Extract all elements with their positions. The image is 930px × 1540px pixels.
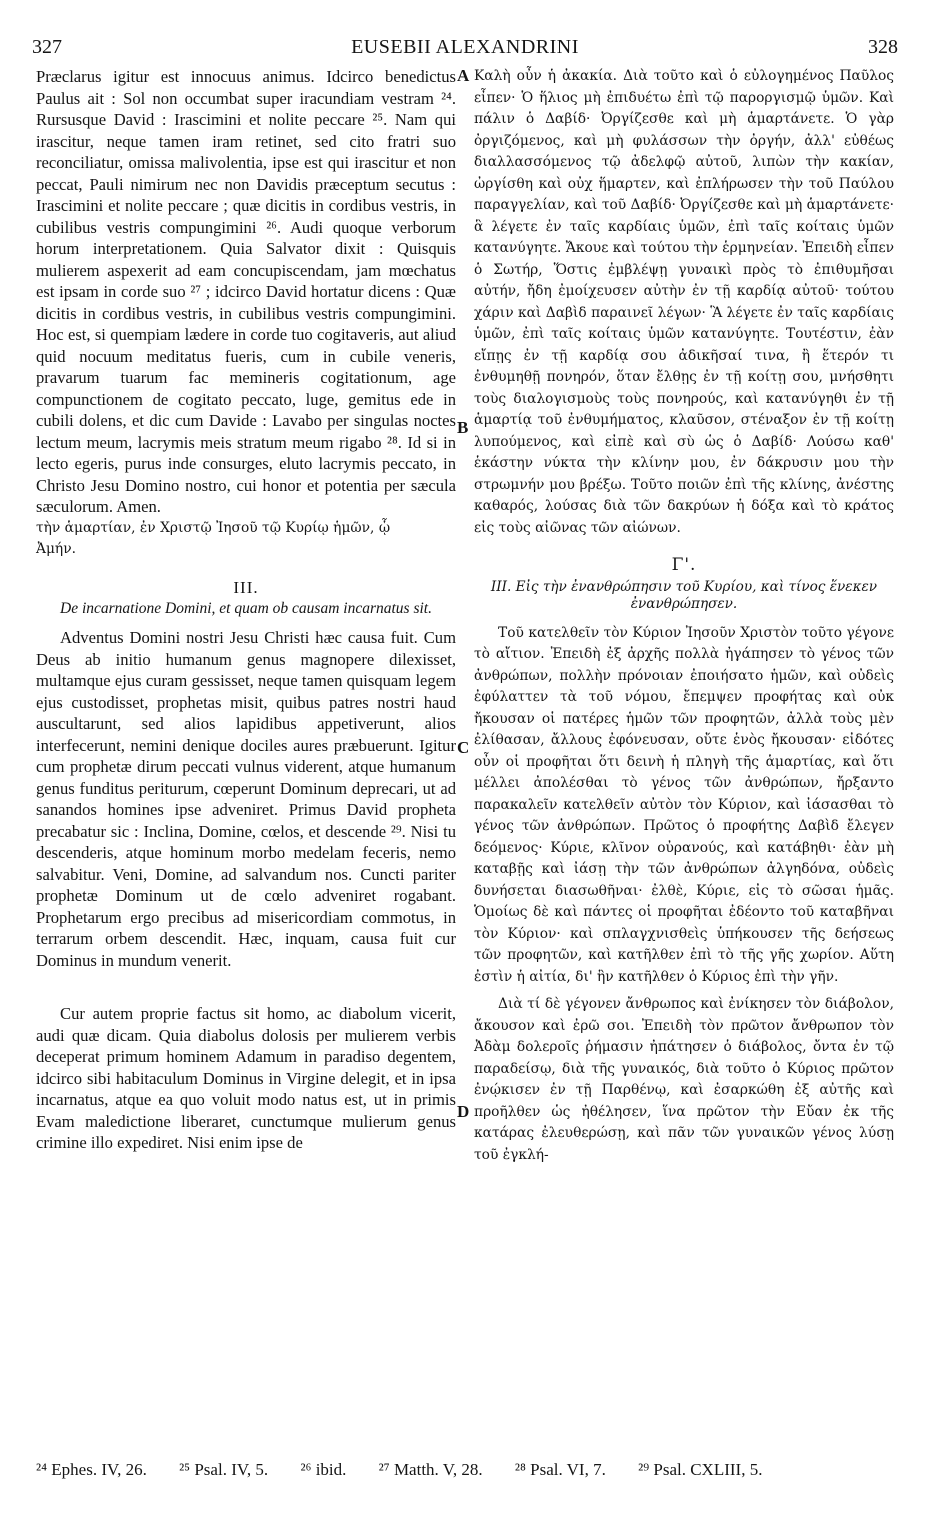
greek-paragraph-1: Καλὴ οὖν ἡ ἀκακία. Διὰ τοῦτο καὶ ὁ εὐλογημένος Παῦλος εἶπεν· Ὁ ἥλιος μὴ ἐπιδυέτω ἐπὶ τῷ παροργισμῷ ὑμῶν. Καὶ πάλιν ὁ Δαβίδ· Ὀργίζεσθε καὶ μὴ ἁμαρτάνετε. Ὁ γὰρ ὀργιζόμενος, καὶ μὴ φυλάσσων τὴν ὀργήν, ἀλλ' εὐθέως διαλλασσόμενος τῷ ἀδελφῷ αὐτοῦ, λιπὼν τὴν κακίαν, ὠργίσθη καὶ οὐχ ἥμαρτεν, καὶ ἐπλήρωσεν τὴν τοῦ Παύλου παραγγελίαν, καὶ τοῦ Δαβίδ· Ὀργίζεσθε καὶ μὴ ἁμαρτάνετε· ἃ λέγετε ἐν ταῖς καρδίαις ὑμῶν, ἐπὶ ταῖς κοίταις ὑμῶν κατανύγητε. Ἄκουε καὶ τούτου τὴν ἑρμηνείαν. Ἐπειδὴ εἶπεν ὁ Σωτήρ, Ὅστις ἐμβλέψῃ γυναικὶ πρὸς τὸ ἐπιθυμῆσαι αὐτήν, ἤδη ἐμοίχευσεν αὐτὴν ἐν τῇ καρδίᾳ αὐτοῦ· τούτου χάριν καὶ Δαβὶδ παραινεῖ λέγων· Ἃ λέγετε ἐν ταῖς καρδίαις ὑμῶν, ἐπὶ ταῖς κοίταις ὑμῶν κατανύγητε. Τουτέστιν, ἐὰν εἴπῃς ἐν τῇ καρδίᾳ σου ἀδικῆσαί τινα, ἢ ἕτερόν τι ἐνθυμηθῇ πονηρόν, ὅταν ἔλθῃς ἐν τῇ κοίτῃ σου, μνήσθητι τοὺς διαλογισμοὺς τοὺς πονηρούς, καὶ κατανύγηθι ἐν τῇ ἁμαρτίᾳ τοῦ ἐνθυμήματος, κλαῦσον, στέναξον ἐν τῇ κοίτῃ λυπούμενος, καὶ εἰπὲ καὶ σὺ ὡς ὁ Δαβίδ· Λούσω καθ' ἑκάστην νύκτα τὴν κλίνην μου, ἐν δάκρυσιν μου τὴν στρωμνήν μου βρέξω. Τοῦτο ποιῶν ἐπὶ τῆς κλίνης, ἀνέστης καθαρός, λούσας διὰ τῶν δακρύων ἡ δόξα καὶ τὸ κράτος εἰς τοὺς αἰῶνας τῶν αἰώνων. — [474, 68, 894, 536]
section-title-greek: III. Εἰς τὴν ἐνανθρώπησιν τοῦ Κυρίου, καὶ τίνος ἕνεκεν ἐνανθρώπησεν. — [490, 578, 878, 612]
running-header — [32, 36, 898, 62]
greek-paragraph-3: Διὰ τί δὲ γέγονεν ἄνθρωπος καὶ ἐνίκησεν τὸν διάβολον, ἄκουσον καὶ ἐρῶ σοι. Ἐπειδὴ τὸν πρῶτον ἄνθρωπον τὸν Ἀδὰμ δολεροῖς ῥήμασιν ἠπάτησεν ὁ διάβολος, ὄντα ἐν τῷ παραδείσῳ, διὰ τῆς γυναικός, διὰ τοῦτο ὁ Κύριος πρῶτον ἐνῴκισεν ἐν τῇ Παρθένῳ, καὶ ἐσαρκώθη ἐξ αὐτῆς καὶ προῆλθεν ὡς ἠθέλησεν, ἵνα πρῶτον τὴν Εὔαν ἐκ τῆς κατάρας ἐλευθερώσῃ, καὶ πᾶν τῶν γυναικῶν γένος λύσῃ τοῦ ἐγκλή- — [474, 996, 894, 1163]
margin-marker-b: B — [457, 418, 469, 437]
greek-continuation-line: τὴν ἁμαρτίαν, ἐν Χριστῷ Ἰησοῦ τῷ Κυρίῳ ἡμῶν, ᾧ — [36, 519, 391, 536]
footnote-25: ²⁵ Psal. IV, 5. — [179, 1460, 269, 1479]
latin-paragraph-2: Adventus Domini nostri Jesu Christi hæc causa fuit. Cum Deus ab initio humanum genus magnopere dilexisset, multamque ejus curam gessisset, neque tamen quisquam legem ejus custodisset, prophetas misit, quibus patres nostri haud auscultarunt, sed alios lapidibus appetiverunt, alios interfecerunt, nemini denique dociles aures præbuerunt. Igitur cum prophetæ dirum peccati vulnus viderent, atque humanum genus funditus periturum, cœperunt Dominum deprecari, ut ad sanandos homines ipse adveniret. Primus David propheta precabatur sic : Inclina, Domine, cœlos, et descende ²⁹. Nisi tu descenderis, atque hominum morbo medelam feceris, nemo salvabitur. Veni, Domine, ad salvandum nos. Cuncti pariter prophetæ Dominum ut de cœlo adveniret rogabant. Prophetarum ergo precibus ad misericordiam commotus, in terrarum orbem descendit. Hæc, inquam, causa fuit cur Dominus in mundum venerit. — [36, 628, 456, 970]
footnotes — [36, 1460, 894, 1480]
latin-column — [36, 66, 456, 1154]
greek-paragraph-2: Τοῦ κατελθεῖν τὸν Κύριον Ἰησοῦν Χριστὸν τοῦτο γέγονε τὸ αἴτιον. Ἐπειδὴ ἐξ ἀρχῆς πολλὰ ἠγάπησεν τὸ γένος τῶν ἀνθρώπων, πολλὴν πρόνοιαν ἐποιήσατο ἡμῶν, καὶ οὐδεὶς ἐφύλαττεν τὰ τοῦ νόμου, ἔπεμψεν προφήτας καὶ οὐκ ἤκουσαν οἱ πατέρες ἡμῶν τῶν προφητῶν, ἀλλὰ τοὺς μὲν ἐλίθασαν, ἄλλους ἐφόνευσαν, οὔτε ἑνὸς ἤκουσαν· εἰδότες οὖν οἱ προφῆται ὅτι δεινὴ ἡ πληγὴ τῆς ἁμαρτίας, καὶ ὅτι μέλλει ἀπολέσθαι τὸ γένος τῶν ἀνθρώπων, ἤρξαντο παρακαλεῖν κατελθεῖν αὐτὸν τὸν Κύριον, καὶ ἰάσασθαι τὸ γένος τῶν ἀνθρώπων. Πρῶτος ὁ προφήτης Δαβὶδ ἔλεγεν δεόμενος· Κύριε, κλῖνον οὐρανούς, καὶ κατάβηθι· ἐὰν μὴ καταβῇς καὶ ἰάσῃ τὴν τῶν ἀνθρώπων ἀλγηδόνα, οὐδεὶς δυνήσεται διασωθῆναι· ἐλθὲ, Κύριε, εἰς τὸ σῶσαι ἡμᾶς. Ὁμοίως δὲ καὶ πάντες οἱ προφῆται ἐδέοντο τοῦ καταβῆναι τὸν Κύριον· καὶ σπλαγχνισθεὶς ὑπήκουσεν τῆς δεήσεως τῶν προφητῶν, καὶ κατῆλθεν ἐπὶ τὸ τῆς γῆς χωρίον. Αὕτη ἐστὶν ἡ αἰτία, δι' ἣν κατῆλθεν ὁ Κύριος ἐπὶ τὴν γῆν. — [474, 624, 894, 985]
amen-line: Ἀμήν. — [36, 541, 76, 557]
margin-marker-c: C — [457, 738, 470, 757]
latin-paragraph-3: Cur autem proprie factus sit homo, ac diabolum vicerit, audi quæ dicam. Quia diabolus dolosis per mulierem verbis deceperat primum hominem Adamum in paradiso degentem, idcirco sibi habitaculum Dominus in Virgine delegit, et in ipsa incarnatus, atque ea quo voluit modo natus est, ut in primis Evam maledictione liberaret, cunctumque mulierum genus crimine illo expediret. Nisi enim ipse de — [36, 1004, 456, 1152]
footnote-27: ²⁷ Matth. V, 28. — [378, 1460, 483, 1479]
footnote-24: ²⁴ Ephes. IV, 26. — [36, 1460, 147, 1479]
page-number-left: 327 — [32, 36, 62, 58]
page-title: EUSEBII ALEXANDRINI — [351, 36, 579, 58]
section-number-greek: Γ'. — [671, 555, 697, 575]
page-number-right: 328 — [868, 36, 898, 58]
margin-marker-d: D — [457, 1102, 470, 1121]
footnote-26: ²⁶ ibid. — [300, 1460, 347, 1479]
latin-paragraph-1: Præclarus igitur est innocuus animus. Idcirco benedictus Paulus ait : Sol non occumbat super iracundiam vestram ²⁴. Rursusque David : Irascimini et nolite peccare ²⁵. Nam qui irascitur, neque tamen iram retinet, sed cito fratri suo reconciliatur, omissa malivolentia, ipse est qui irascitur et non peccat, Pauli nimirum nec non Davidis præceptum secutus : Irascimini et nolite peccare ; quæ dicitis in cordibus vestris, in cubilibus vestris compungimini ²⁶. Audi quoque verborum horum interpretationem. Quia Salvator dixit : Quisquis mulierem aspexerit ad eam concupiscendam, jam mœchatus est ipsam in corde suo ²⁷ ; idcirco David hortatur dicens : Quæ dicitis in cordibus vestris, in cubilibus vestris compungimini. Hoc est, si quempiam lædere in corde tuo cogitaveris, aut aliud quid nocuum meditatus fueris, cum in cubile veneris, pravarum tuarum fac memineris cogitationum, age compunctionem de cogitato peccato, luge, gemitus ede in cubili dolens, et dic cum Davide : Lavabo per singulas noctes lectum meum, lacrymis meis stratum meum rigabo ²⁸. Id si in lecto egeris, purus inde consurges, eluto lacrymis peccato, in Christo Jesu Domino nostro, cui honor et potentia per sæcula sæculorum. Amen. — [36, 67, 456, 516]
greek-column — [474, 66, 894, 1166]
margin-marker-a: A — [457, 66, 470, 85]
footnote-28: ²⁸ Psal. VI, 7. — [514, 1460, 606, 1479]
footnote-29: ²⁹ Psal. CXLIII, 5. — [638, 1460, 763, 1479]
section-number: III. — [233, 577, 259, 597]
section-title: De incarnatione Domini, et quam ob causam incarnatus sit. — [60, 600, 432, 617]
